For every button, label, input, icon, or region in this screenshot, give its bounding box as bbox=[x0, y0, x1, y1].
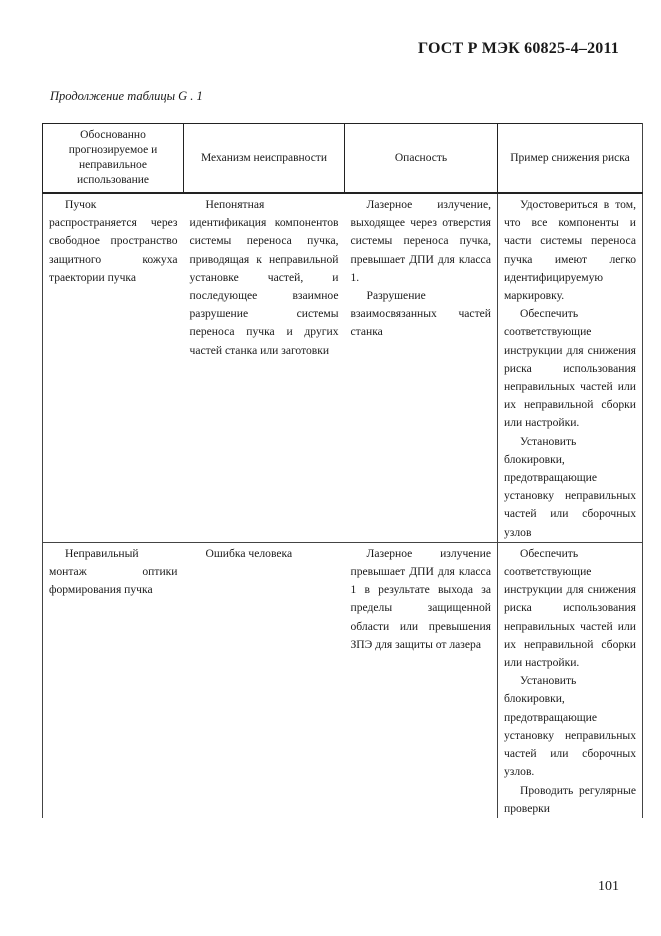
cell-use bbox=[43, 542, 184, 818]
cell-paragraph: Установить блокировки, предотвращающие установку неправильных частей или сборочных узлов. bbox=[504, 674, 636, 779]
cell-mitigation bbox=[498, 542, 643, 818]
risk-table bbox=[42, 123, 643, 818]
cell-use bbox=[43, 193, 184, 542]
table-row bbox=[43, 542, 643, 818]
cell-paragraph: Удостовериться в том, что все компоненты и части системы переноса пучка имеют легко идентифицируемую маркировку. bbox=[504, 198, 636, 303]
cell-paragraph: Неправильный монтаж оптики формирования пучка bbox=[49, 546, 178, 597]
cell-paragraph: Лазерное излучение, выходящее через отверстия системы переноса пучка, превышает ДПИ для класса 1. bbox=[350, 198, 491, 284]
table-row bbox=[43, 193, 643, 542]
cell-paragraph: Установить блокировки, предотвращающие установку неправильных частей или сборочных узлов bbox=[504, 434, 636, 539]
cell-paragraph: Пучок распространяется через свободное пространство защитного кожуха траектории пучка bbox=[49, 198, 178, 284]
cell-mechanism bbox=[184, 193, 345, 542]
column-header-mechanism: Механизм неисправности bbox=[184, 124, 345, 194]
cell-mechanism bbox=[184, 542, 345, 818]
cell-paragraph: Ошибка человека bbox=[205, 546, 293, 560]
cell-paragraph: Обеспечить соответствующие инструкции для снижения риска использования неправильных частей или их неправильной сборки или настройки. bbox=[504, 546, 636, 670]
cell-paragraph: Непонятная идентификация компонентов системы переноса пучка, приводящая к неправильной установке частей, и последующее взаимное разрушение системы переноса пучка и других частей станка или заготовки bbox=[189, 198, 339, 357]
table-continuation-caption: Продолжение таблицы G . 1 bbox=[50, 89, 203, 103]
column-header-mitigation: Пример снижения риска bbox=[498, 124, 643, 194]
page-number: 101 bbox=[598, 879, 619, 894]
cell-hazard bbox=[345, 542, 498, 818]
cell-paragraph: Лазерное излучение превышает ДПИ для класса 1 в результате выхода за пределы защищенной области или превышения ЗПЭ для защиты от лазера bbox=[350, 546, 491, 651]
document-standard-code: ГОСТ Р МЭК 60825-4–2011 bbox=[417, 40, 619, 57]
column-header-hazard: Опасность bbox=[345, 124, 498, 194]
cell-paragraph: Обеспечить соответствующие инструкции для снижения риска использования неправильных частей или их неправильной сборки или настройки. bbox=[504, 307, 636, 430]
table-header-row bbox=[43, 124, 643, 194]
cell-paragraph: Разрушение взаимосвязанных частей станка bbox=[350, 289, 491, 339]
column-header-use: Обоснованно прогнозируемое и неправильное использование bbox=[43, 124, 184, 194]
cell-mitigation bbox=[498, 193, 643, 542]
cell-hazard bbox=[345, 193, 498, 542]
cell-paragraph: Проводить регулярные проверки bbox=[504, 783, 636, 815]
